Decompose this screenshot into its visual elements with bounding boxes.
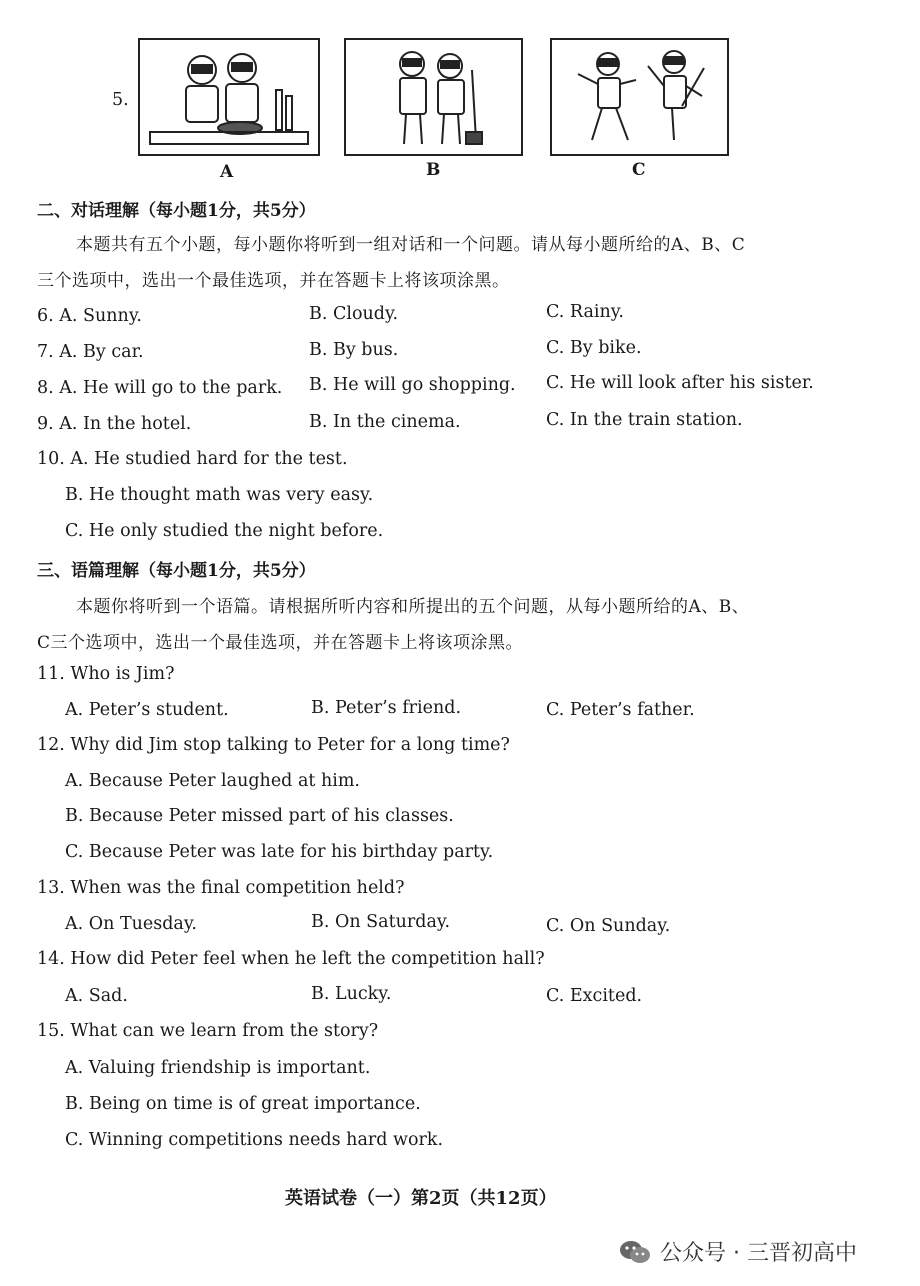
- q11-question: 11. Who is Jim?: [37, 664, 175, 684]
- q6-option-b: B. Cloudy.: [309, 304, 399, 324]
- q13-option-a: A. On Tuesday.: [65, 914, 197, 934]
- q14-option-c: C. Excited.: [546, 986, 643, 1006]
- watermark: [618, 1236, 857, 1267]
- q10-option-a: 10. A. He studied hard for the test.: [37, 449, 348, 469]
- q14-option-a: A. Sad.: [65, 986, 128, 1006]
- q9-option-b: B. In the cinema.: [309, 412, 461, 432]
- q6-option-c: C. Rainy.: [546, 302, 624, 322]
- section-2-title: 二、对话理解（每小题1分，共5分）: [37, 201, 316, 221]
- robots-cleaning-illustration: [346, 40, 521, 154]
- q14-question: 14. How did Peter feel when he left the competition hall?: [37, 949, 545, 969]
- watermark-text: 公众号 · 三晋初高中: [660, 1241, 857, 1266]
- picture-c-robots-kungfu: [550, 38, 729, 156]
- q10-option-b: B. He thought math was very easy.: [65, 485, 374, 505]
- picture-b-label: B: [426, 160, 441, 180]
- q8-option-b: B. He will go shopping.: [309, 375, 516, 395]
- q15-option-c: C. Winning competitions needs hard work.: [65, 1130, 444, 1150]
- picture-a-robots-cooking: [138, 38, 320, 156]
- q13-question: 13. When was the final competition held?: [37, 878, 405, 898]
- q7-option-a: 7. A. By car.: [37, 342, 144, 362]
- section-3-instruction-line-2: C三个选项中，选出一个最佳选项，并在答题卡上将该项涂黑。: [37, 633, 524, 653]
- q7-option-c: C. By bike.: [546, 338, 642, 358]
- q8-option-c: C. He will look after his sister.: [546, 373, 814, 393]
- q10-option-c: C. He only studied the night before.: [65, 521, 384, 541]
- q13-option-b: B. On Saturday.: [311, 912, 451, 932]
- q15-option-b: B. Being on time is of great importance.: [65, 1094, 421, 1114]
- q15-question: 15. What can we learn from the story?: [37, 1021, 379, 1041]
- question-5-number: 5.: [112, 90, 129, 110]
- wechat-icon: [618, 1238, 652, 1266]
- section-3-title: 三、语篇理解（每小题1分，共5分）: [37, 561, 316, 581]
- picture-c-label: C: [632, 160, 646, 180]
- robots-kungfu-illustration: [552, 40, 727, 154]
- q14-option-b: B. Lucky.: [311, 984, 392, 1004]
- q8-option-a: 8. A. He will go to the park.: [37, 378, 283, 398]
- q11-option-a: A. Peter’s student.: [65, 700, 229, 720]
- q11-option-b: B. Peter’s friend.: [311, 698, 462, 718]
- q7-option-b: B. By bus.: [309, 340, 399, 360]
- q12-option-b: B. Because Peter missed part of his classes.: [65, 806, 454, 826]
- picture-a-label: A: [220, 162, 234, 182]
- q9-option-a: 9. A. In the hotel.: [37, 414, 192, 434]
- page-footer: 英语试卷（一）第2页（共12页）: [285, 1188, 557, 1209]
- section-2-instruction-line-2: 三个选项中，选出一个最佳选项，并在答题卡上将该项涂黑。: [37, 271, 510, 291]
- q15-option-a: A. Valuing friendship is important.: [65, 1058, 371, 1078]
- q12-option-a: A. Because Peter laughed at him.: [65, 771, 360, 791]
- section-2-instruction-line-1: 本题共有五个小题，每小题你将听到一组对话和一个问题。请从每小题所给的A、B、C: [76, 235, 746, 255]
- q9-option-c: C. In the train station.: [546, 410, 743, 430]
- picture-b-robots-cleaning: [344, 38, 523, 156]
- q13-option-c: C. On Sunday.: [546, 916, 671, 936]
- q11-option-c: C. Peter’s father.: [546, 700, 695, 720]
- q12-option-c: C. Because Peter was late for his birthday party.: [65, 842, 494, 862]
- q12-question: 12. Why did Jim stop talking to Peter for a long time?: [37, 735, 510, 755]
- robots-cooking-illustration: [140, 40, 318, 154]
- section-3-instruction-line-1: 本题你将听到一个语篇。请根据所听内容和所提出的五个问题，从每小题所给的A、B、: [76, 597, 750, 617]
- q6-option-a: 6. A. Sunny.: [37, 306, 142, 326]
